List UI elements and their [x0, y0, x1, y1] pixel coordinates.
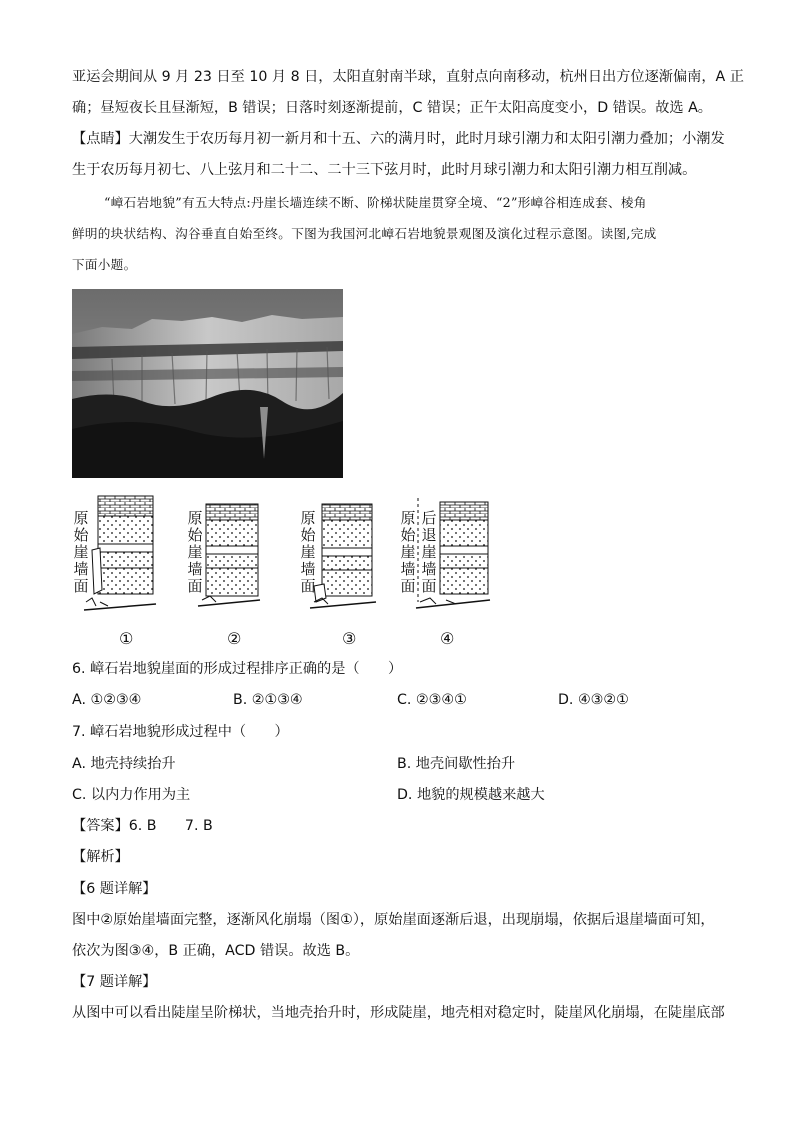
q7-option-a[interactable]: A. 地壳持续抬升	[72, 756, 176, 772]
q6-option-c[interactable]: C. ②③④①	[397, 692, 467, 708]
detail7-line-1: 从图中可以看出陡崖呈阶梯状，当地壳抬升时，形成陡崖，地壳相对稳定时，陡崖风化崩塌，在陡崖底部	[72, 1005, 725, 1021]
dianjing-line-2: 生于农历每月初七、八上弦月和二十二、二十三下弦月时，此时月球引潮力和太阳引潮力相互削减。	[72, 162, 697, 178]
intro-line-3: 下面小题。	[72, 257, 137, 272]
dianjing-text-1: 大潮发生于农历每月初一新月和十五、六的满月时，此时月球引潮力和太阳引潮力叠加；小潮发	[128, 131, 725, 147]
diagram-panel-3	[310, 504, 376, 608]
panel-4-number: ④	[440, 629, 455, 648]
detail7-tag: 【7 题详解】	[72, 974, 157, 990]
answer-line	[72, 816, 213, 836]
detail6-tag: 【6 题详解】	[72, 881, 157, 897]
dianjing-line-1	[72, 129, 725, 149]
answer-text: 6. B 7. B	[128, 818, 213, 834]
analysis-tag: 【解析】	[72, 849, 129, 865]
panel-2-number: ②	[227, 629, 242, 648]
dianjing-tag: 【点睛】	[72, 131, 129, 147]
panel-1-number: ①	[119, 629, 134, 648]
panel-1-label: 原 始 崖 墙 面	[73, 509, 89, 595]
q7-option-d[interactable]: D. 地貌的规模越来越大	[397, 787, 545, 803]
intro-line-2: 鲜明的块状结构、沟谷垂直自始至终。下图为我国河北嶂石岩地貌景观图及演化过程示意图。读图,完成	[72, 226, 657, 241]
q6-option-a[interactable]: A. ①②③④	[72, 692, 142, 708]
landscape-photo	[72, 289, 343, 478]
detail6-line-1: 图中②原始崖墙面完整，逐渐风化崩塌（图①），原始崖面逐渐后退，出现崩塌，依据后退崖墙面可知，	[72, 912, 715, 928]
q6-stem: 6. 嶂石岩地貌崖面的形成过程排序正确的是（ ）	[72, 661, 403, 677]
prev-explanation-line-1: 亚运会期间从 9 月 23 日至 10 月 8 日，太阳直射南半球，直射点向南移动，杭州日出方位逐渐偏南，A 正	[72, 69, 744, 85]
q6-option-d[interactable]: D. ④③②①	[558, 692, 629, 708]
q6-option-b[interactable]: B. ②①③④	[233, 692, 303, 708]
panel-4-label-2: 后 退 崖 墙 面	[421, 509, 437, 595]
panel-3-number: ③	[342, 629, 357, 648]
q7-stem: 7. 嶂石岩地貌形成过程中（ ）	[72, 724, 289, 740]
q7-option-c[interactable]: C. 以内力作用为主	[72, 787, 191, 803]
panel-3-label: 原 始 崖 墙 面	[300, 509, 316, 595]
prev-explanation-line-2: 确；昼短夜长且昼渐短，B 错误；日落时刻逐渐提前，C 错误；正午太阳高度变小，D 错误。故选 A。	[72, 100, 712, 116]
panel-4-label: 原 始 崖 墙 面	[400, 509, 416, 595]
detail6-line-2: 依次为图③④，B 正确，ACD 错误。故选 B。	[72, 943, 360, 959]
q7-option-b[interactable]: B. 地壳间歇性抬升	[397, 756, 516, 772]
diagram-panel-1	[84, 496, 156, 610]
answer-tag: 【答案】	[72, 818, 129, 834]
intro-line-1: “嶂石岩地貌”有五大特点:丹崖长墙连续不断、阶梯状陡崖贯穿全境、“2”形嶂谷相连成套、棱角	[104, 195, 647, 210]
panel-2-label: 原 始 崖 墙 面	[187, 509, 203, 595]
diagram-panel-2	[198, 504, 260, 606]
